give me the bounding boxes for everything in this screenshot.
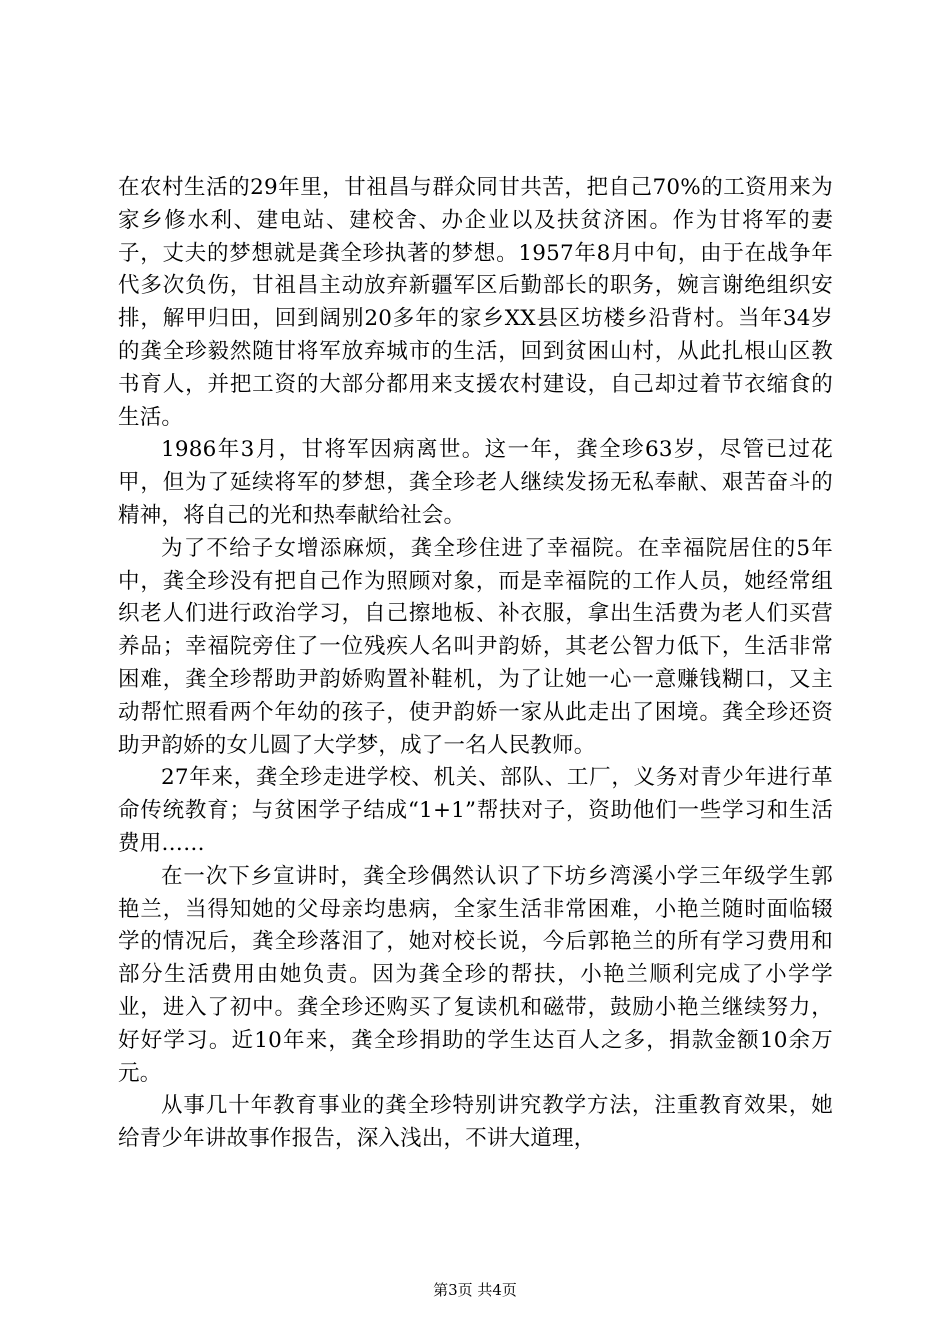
paragraph-1: 在农村生活的29年里，甘祖昌与群众同甘共苦，把自己70%的工资用来为家乡修水利、建电站、建校舍、办企业以及扶贫济困。作为甘将军的妻子，丈夫的梦想就是龚全珍执著的梦想。1957年8月中旬，由于在战争年代多次负伤，甘祖昌主动放弃新疆军区后勤部长的职务，婉言谢绝组织安排，解甲归田，回到阔别20多年的家乡XX县区坊楼乡沿背村。当年34岁的龚全珍毅然随甘将军放弃城市的生活，回到贫困山村，从此扎根山区教书育人，并把工资的大部分都用来支援农村建设，自己却过着节衣缩食的生活。	[118, 175, 833, 430]
paragraph-3: 为了不给子女增添麻烦，龚全珍住进了幸福院。在幸福院居住的5年中，龚全珍没有把自己作为照顾对象，而是幸福院的工作人员，她经常组织老人们进行政治学习，自己擦地板、补衣服，拿出生活费为老人们买营养品；幸福院旁住了一位残疾人名叫尹韵娇，其老公智力低下，生活非常困难，龚全珍帮助尹韵娇购置补鞋机，为了让她一心一意赚钱糊口，又主动帮忙照看两个年幼的孩子，使尹韵娇一家从此走出了困境。龚全珍还资助尹韵娇的女儿圆了大学梦，成了一名人民教师。	[118, 535, 833, 758]
page-number: 第3页 共4页	[433, 1281, 517, 1299]
paragraph-5: 在一次下乡宣讲时，龚全珍偶然认识了下坊乡湾溪小学三年级学生郭艳兰，当得知她的父母亲均患病，全家生活非常困难，小艳兰随时面临辍学的情况后，龚全珍落泪了，她对校长说，今后郭艳兰的所有学习费用和部分生活费用由她负责。因为龚全珍的帮扶，小艳兰顺利完成了小学学业，进入了初中。龚全珍还购买了复读机和磁带，鼓励小艳兰继续努力，好好学习。近10年来，龚全珍捐助的学生达百人之多，捐款金额10余万元。	[118, 863, 833, 1086]
paragraph-4: 27年来，龚全珍走进学校、机关、部队、工厂，义务对青少年进行革命传统教育；与贫困学子结成“1+1”帮扶对子，资助他们一些学习和生活费用……	[118, 765, 833, 856]
paragraph-2: 1986年3月，甘将军因病离世。这一年，龚全珍63岁，尽管已过花甲，但为了延续将军的梦想，龚全珍老人继续发扬无私奉献、艰苦奋斗的精神，将自己的光和热奉献给社会。	[118, 437, 833, 528]
paragraph-6: 从事几十年教育事业的龚全珍特别讲究教学方法，注重教育效果，她给青少年讲故事作报告，深入浅出，不讲大道理，	[118, 1093, 833, 1152]
page-footer	[0, 1280, 950, 1300]
body-text	[118, 172, 833, 1156]
